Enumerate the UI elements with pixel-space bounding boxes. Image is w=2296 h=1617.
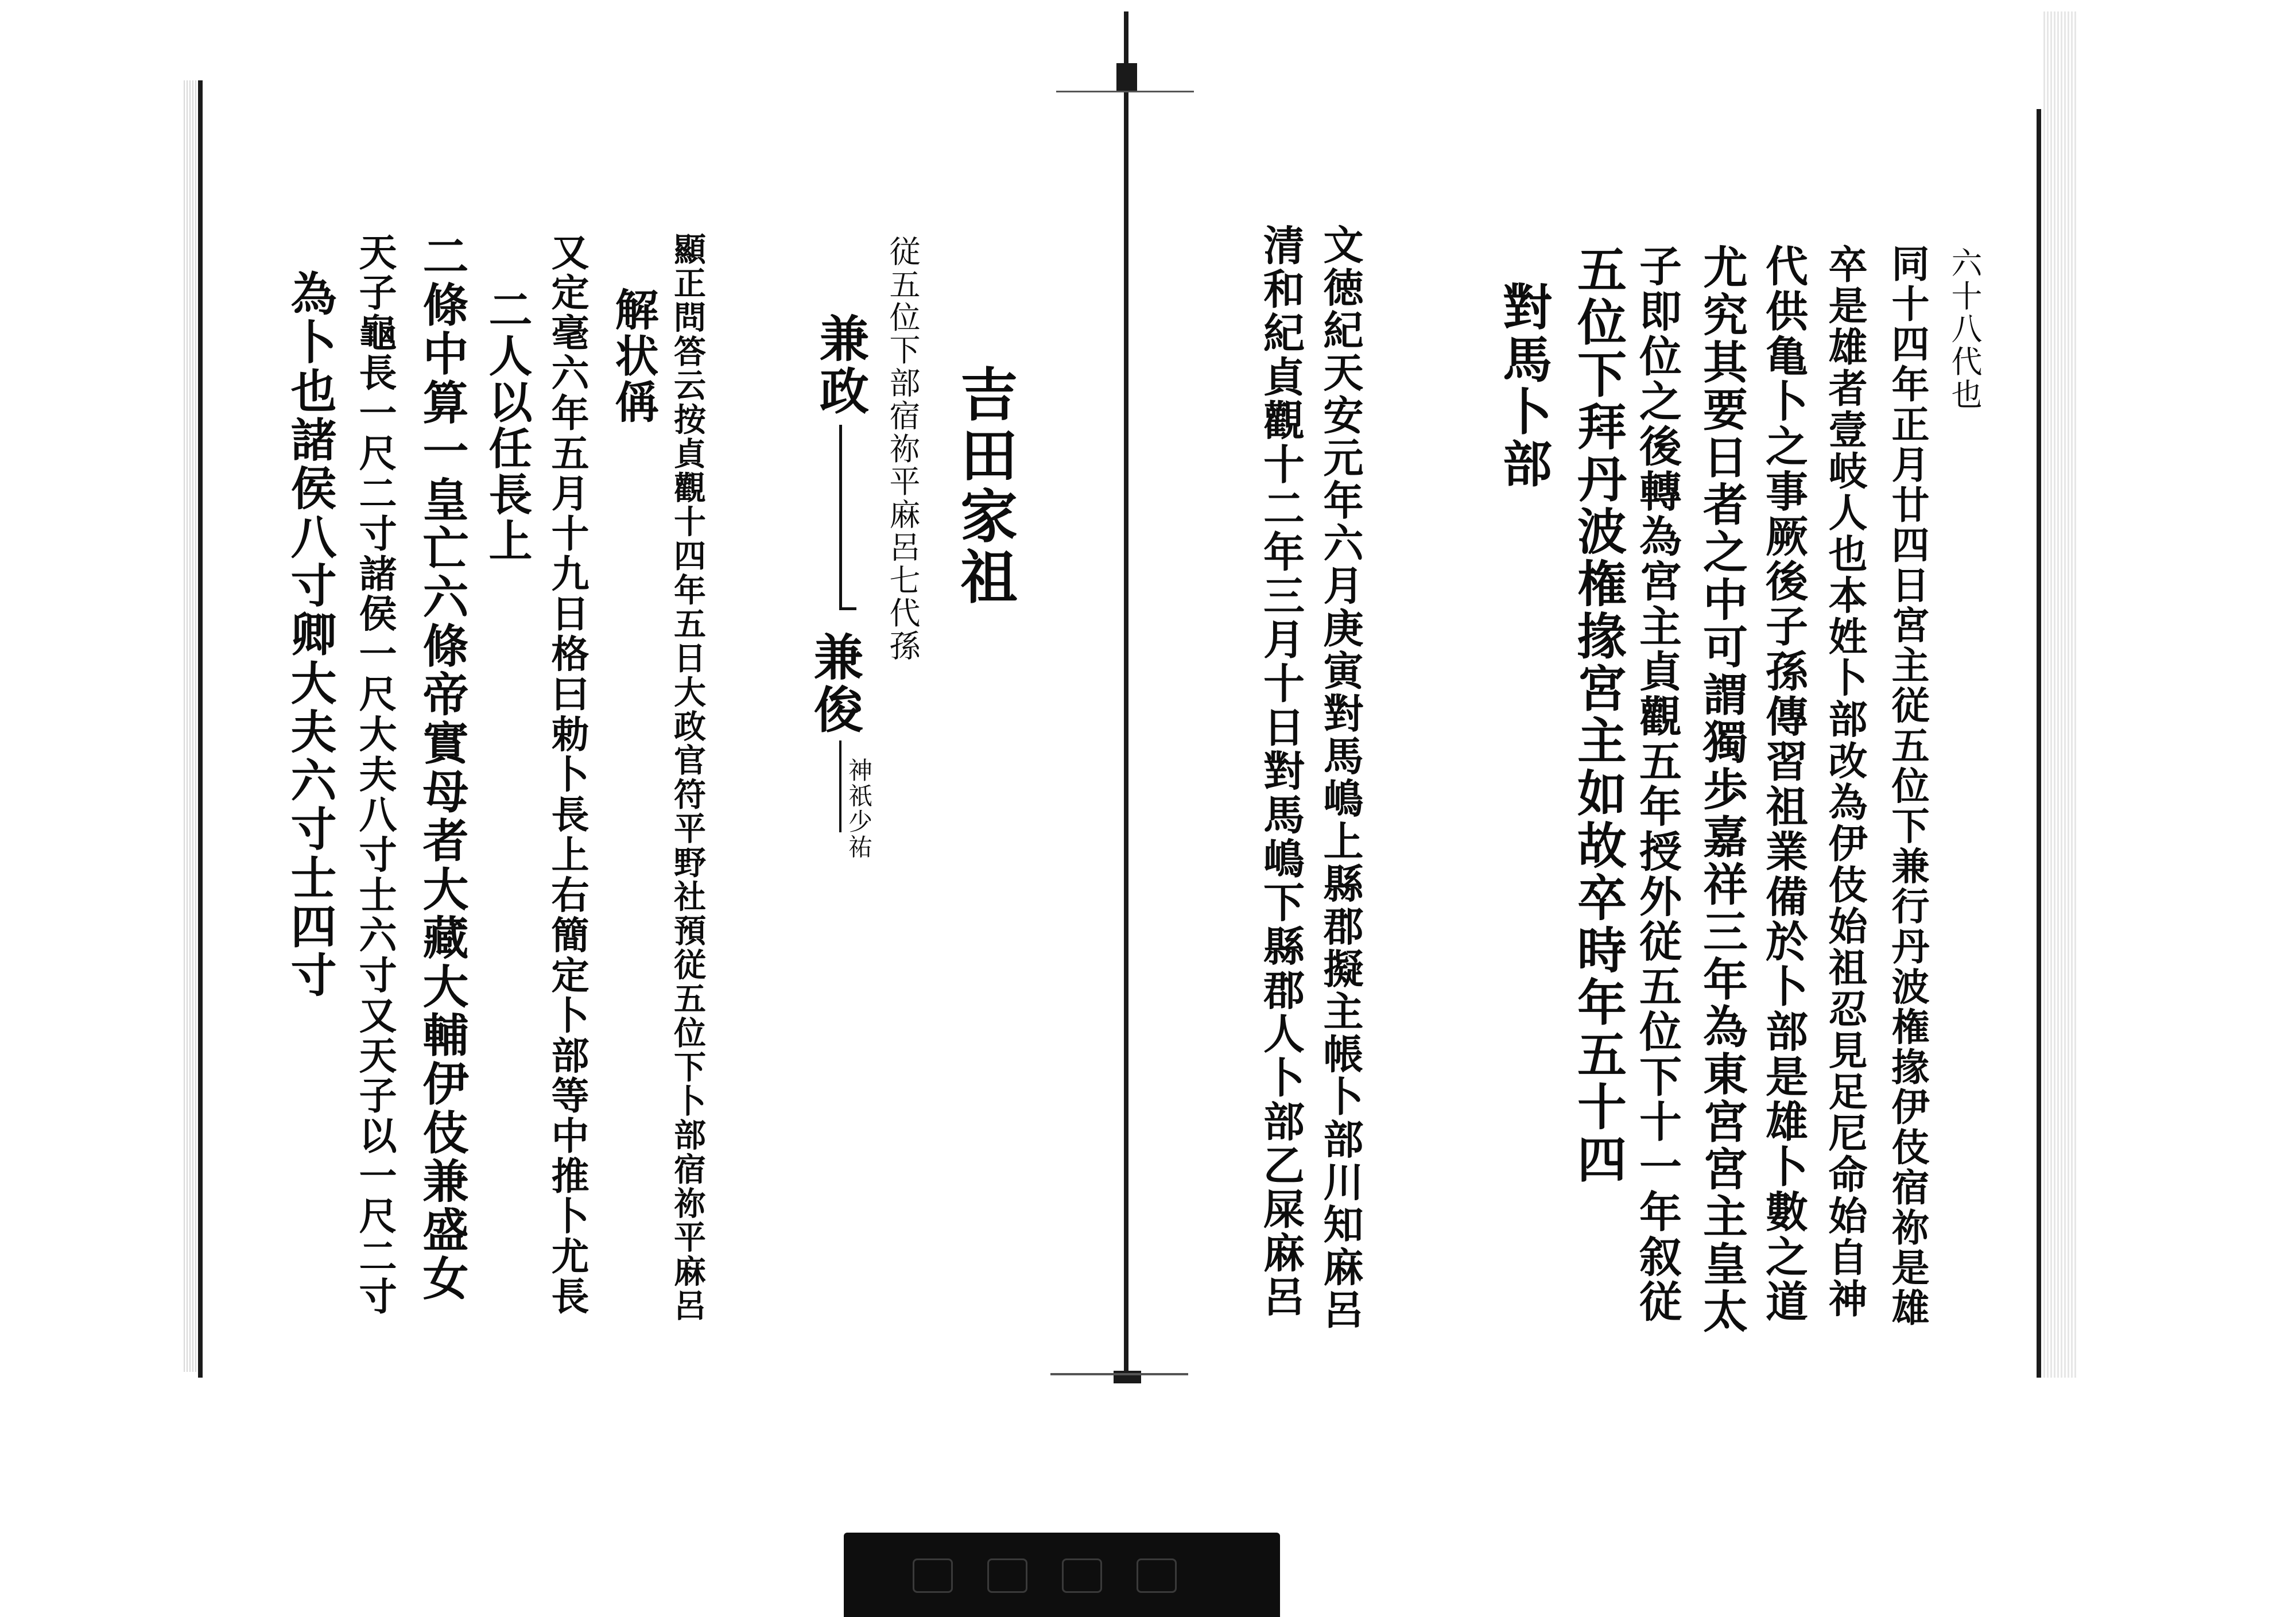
- right-page-line-5: 子即位之後轉為宮主貞觀五年授外従五位下十一年叙従: [1632, 244, 1682, 1325]
- left-page-edge-stack: [184, 80, 199, 1372]
- binding-gutter-line: [1124, 11, 1128, 1378]
- left-page-line-3: 又定毫六年五月十九日格曰勅卜長上右簡定卜部等中推卜尤長: [545, 232, 589, 1317]
- genealogy-person-kanetoshi: 兼俊: [805, 631, 863, 736]
- right-page-right-border: [2037, 109, 2041, 1378]
- left-page-line-6: 天子龜長一尺二寸諸侯一尺大夫八寸士六寸又天子以一尺二寸: [352, 232, 397, 1317]
- left-page-line-2: 解状偁: [608, 287, 659, 426]
- right-page-edge-stack: [2043, 11, 2078, 1378]
- right-page-line-2: 卒是雄者壹岐人也本姓卜部改為伊伎始祖忍見足尼命始自神: [1822, 244, 1868, 1320]
- genealogy-note-jingi-shoyu: 神祇少祐: [845, 758, 873, 860]
- right-page-header-note: 六十八代也: [1946, 247, 1983, 412]
- left-page-left-border: [198, 80, 203, 1378]
- right-page-heading-tsushima-urabe: 對馬卜部: [1494, 281, 1552, 491]
- label-mark-1: [913, 1558, 953, 1593]
- right-page-line-1: 同十四年正月廿四日宮主従五位下兼行丹波権掾伊伎宿祢是雄: [1885, 244, 1930, 1328]
- label-mark-3: [1062, 1558, 1102, 1593]
- binding-bottom-stub: [1050, 1373, 1188, 1375]
- right-page-line-3: 代供亀卜之事厥後子孫傳習祖業備於卜部是雄卜數之道: [1759, 244, 1808, 1325]
- left-page-line-5: 二條中算一皇亡六條帝實母者大藏大輔伊伎兼盛女: [415, 232, 469, 1304]
- bottom-binding-label: [844, 1533, 1280, 1617]
- binding-top-stub: [1056, 91, 1194, 92]
- left-page-annotation: 従五位下部宿祢平麻呂七代孫: [885, 235, 921, 663]
- genealogy-connector-horizontal: [839, 607, 856, 610]
- left-page-line-7: 為卜也諸侯八寸卿大夫六寸士四寸: [283, 270, 337, 1000]
- left-page-title: 吉田家祖: [951, 364, 1018, 608]
- label-mark-4: [1137, 1558, 1177, 1593]
- right-page-line-8: 清和紀貞觀十二年三月十日對馬嶋下縣郡人卜部乙屎麻呂: [1256, 224, 1305, 1319]
- left-page-line-4: 二人以任長上: [482, 287, 533, 565]
- right-page-line-4: 尤究其要日者之中可謂獨歩嘉祥三年為東宮宮主皇太: [1696, 244, 1748, 1336]
- left-page-line-1: 顯正問答云按貞觀十四年五日大政官符平野社預従五位下卜部宿祢平麻呂: [669, 232, 707, 1323]
- genealogy-connector-vertical: [839, 425, 842, 608]
- label-mark-2: [987, 1558, 1027, 1593]
- right-page-line-6: 五位下拜丹波権掾宮主如故卒時年五十四: [1569, 244, 1627, 1186]
- right-page-line-7: 文徳紀天安元年六月庚寅對馬嶋上縣郡擬主帳卜部川知麻呂: [1317, 224, 1364, 1332]
- binding-cap-top: [1116, 63, 1137, 91]
- genealogy-person-kanemasa: 兼政: [811, 313, 869, 418]
- genealogy-note-bracket: [839, 740, 841, 832]
